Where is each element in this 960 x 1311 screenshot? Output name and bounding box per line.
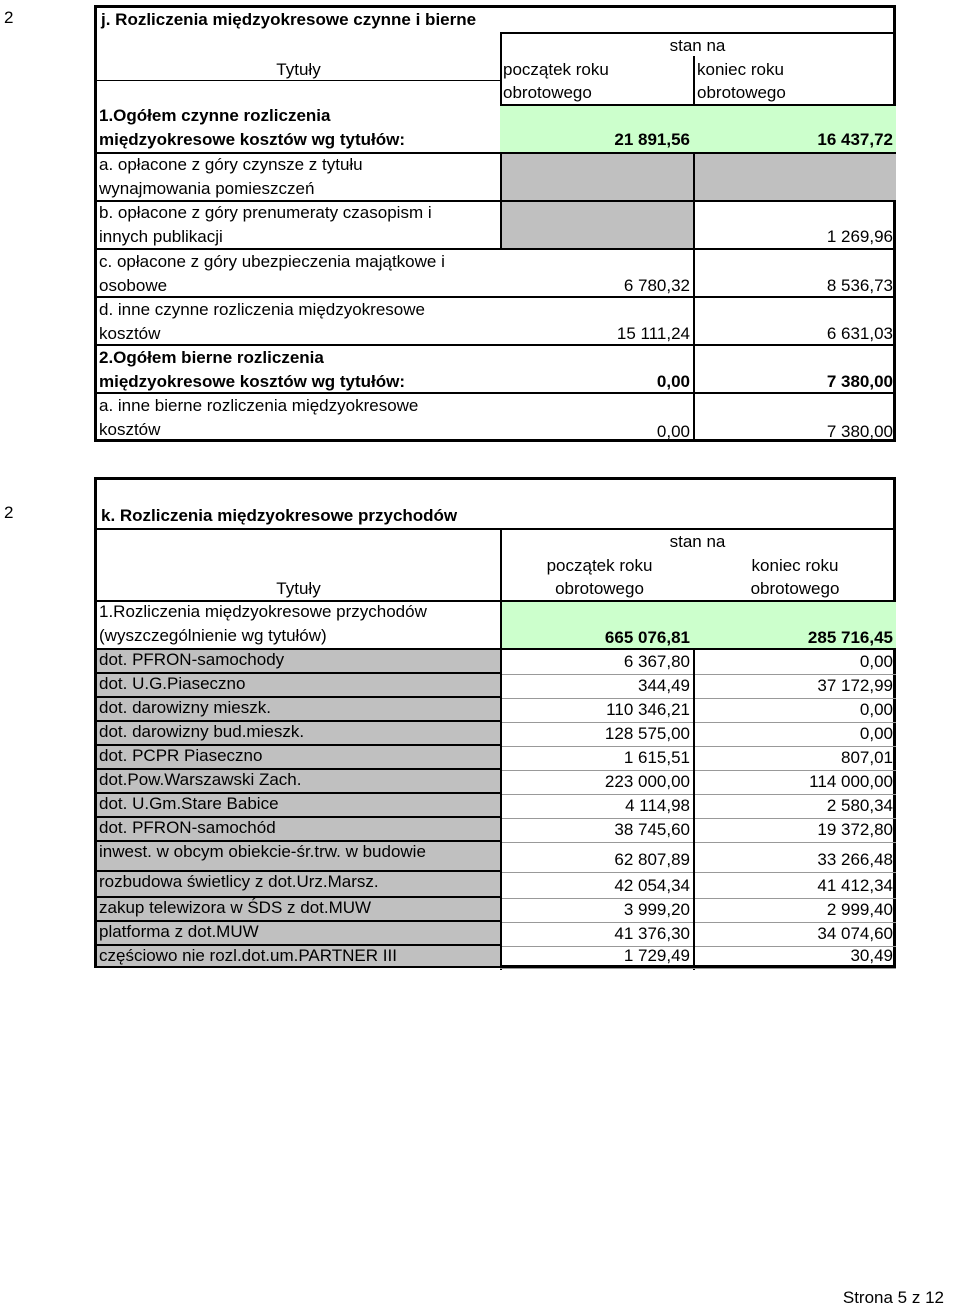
k-col2-header-l1: koniec roku xyxy=(751,556,839,575)
j-row1-label-l1: 1.Ogółem czynne rozliczenia xyxy=(99,106,331,125)
section-k-table xyxy=(94,477,896,968)
k-row-label-cell xyxy=(97,650,500,674)
k-row-label: dot. darowizny mieszk. xyxy=(99,698,271,717)
k-row-label-cell xyxy=(97,818,500,842)
k-row-v2: 19 372,80 xyxy=(817,820,893,839)
k-row-v1: 344,49 xyxy=(638,676,690,695)
j-titles-header: Tytuły xyxy=(276,60,321,79)
k-row-v2: 37 172,99 xyxy=(817,676,893,695)
section-j-table xyxy=(94,5,896,442)
j-col1-header-l1: początek roku xyxy=(503,60,609,79)
k-row-label-cell xyxy=(97,722,500,746)
j-row2-label-l2: wynajmowania pomieszczeń xyxy=(99,179,315,198)
section-j-number: 2 xyxy=(4,8,14,27)
k-row-v1: 62 807,89 xyxy=(614,850,690,869)
j-row5-label-l1: d. inne czynne rozliczenia międzyokresowe xyxy=(99,300,425,319)
j-row4-v2: 8 536,73 xyxy=(826,276,893,295)
k-row-v2: 33 266,48 xyxy=(817,850,893,869)
k-row-label: częściowo nie rozl.dot.um.PARTNER III xyxy=(99,946,397,965)
j-row3-v2: 1 269,96 xyxy=(826,227,893,246)
k-main-label-l2: (wyszczególnienie wg tytułów) xyxy=(99,626,327,645)
k-row-label-cell xyxy=(97,746,500,770)
k-row-label-cell xyxy=(97,872,500,898)
k-main-label-l1: 1.Rozliczenia międzyokresowe przychodów xyxy=(99,602,427,621)
k-row-v1: 41 376,30 xyxy=(614,924,690,943)
j-row3-label-l2: innych publikacji xyxy=(99,227,223,246)
k-row-label: dot.Pow.Warszawski Zach. xyxy=(99,770,302,789)
j-row6-label-l1: 2.Ogółem bierne rozliczenia xyxy=(99,348,324,367)
k-row-v1: 42 054,34 xyxy=(614,876,690,895)
k-row-label-cell xyxy=(97,794,500,818)
k-row-label: dot. PFRON-samochód xyxy=(99,818,276,837)
j-row5-v1: 15 111,24 xyxy=(616,324,690,343)
k-main-v1: 665 076,81 xyxy=(604,628,690,647)
k-col1-header-l2: obrotowego xyxy=(555,579,644,598)
k-row-v1: 6 367,80 xyxy=(623,652,690,671)
k-row-label: platforma z dot.MUW xyxy=(99,922,259,941)
k-row-label: inwest. w obcym obiekcie-śr.trw. w budowie xyxy=(99,842,426,861)
k-row-label-cell xyxy=(97,698,500,722)
k-row-label-cell xyxy=(97,770,500,794)
j-row7-label-l2: kosztów xyxy=(99,420,161,439)
j-row3-label-l1: b. opłacone z góry prenumeraty czasopism i xyxy=(99,203,432,222)
k-row-v2: 0,00 xyxy=(859,700,893,719)
page-footer: Strona 5 z 12 xyxy=(842,1288,944,1307)
k-row-v1: 128 575,00 xyxy=(604,724,690,743)
j-row6-label-l2: międzyokresowe kosztów wg tytułów: xyxy=(99,372,406,391)
k-row-v1: 223 000,00 xyxy=(604,772,690,791)
j-col2-header-l2: obrotowego xyxy=(697,83,786,102)
k-row-label-cell xyxy=(97,842,500,872)
j-col1-header-l2: obrotowego xyxy=(503,83,592,102)
k-row-v1: 110 346,21 xyxy=(606,700,690,719)
j-row7-v2: 7 380,00 xyxy=(826,422,893,441)
k-row-label-cell xyxy=(97,898,500,922)
k-col2-header-l2: obrotowego xyxy=(750,579,840,598)
k-row-label-cell xyxy=(97,946,500,968)
j-col2-header-l1: koniec roku xyxy=(697,60,784,79)
k-row-v2: 41 412,34 xyxy=(817,876,893,895)
j-row6-v2: 7 380,00 xyxy=(826,372,893,391)
k-row-label: dot. U.Gm.Stare Babice xyxy=(99,794,279,813)
k-row-v1: 3 999,20 xyxy=(623,900,690,919)
k-row-v2: 2 999,40 xyxy=(826,900,893,919)
j-row5-v2: 6 631,03 xyxy=(826,324,893,343)
k-row-label: dot. darowizny bud.mieszk. xyxy=(99,722,305,741)
j-row5-label-l2: kosztów xyxy=(99,324,161,343)
j-row1-v2: 16 437,72 xyxy=(817,130,893,149)
k-row-v2: 2 580,34 xyxy=(826,796,893,815)
k-row-v1: 38 745,60 xyxy=(614,820,690,839)
j-stan-na: stan na xyxy=(669,36,726,55)
j-row1-label-l2: międzyokresowe kosztów wg tytułów: xyxy=(99,130,406,149)
k-row-v1: 4 114,98 xyxy=(625,796,690,815)
j-row4-label-l2: osobowe xyxy=(99,276,168,295)
k-row-v2: 30,49 xyxy=(850,946,893,965)
k-row-label-cell xyxy=(97,674,500,698)
j-row4-label-l1: c. opłacone z góry ubezpieczenia majątkowe i xyxy=(99,252,445,271)
j-row7-label-l1: a. inne bierne rozliczenia międzyokresowe xyxy=(99,396,419,415)
j-row1-v1: 21 891,56 xyxy=(614,130,690,149)
k-stan-na: stan na xyxy=(669,532,726,551)
k-row-v1: 1 729,49 xyxy=(623,946,690,965)
k-row-label-cell xyxy=(97,922,500,946)
section-j-title: j. Rozliczenia międzyokresowe czynne i bierne xyxy=(101,10,477,29)
k-row-v2: 34 074,60 xyxy=(817,924,893,943)
k-row-label: dot. U.G.Piaseczno xyxy=(99,674,246,693)
section-k-title: k. Rozliczenia międzyokresowe przychodów xyxy=(101,506,458,525)
k-row-label: rozbudowa świetlicy z dot.Urz.Marsz. xyxy=(99,872,379,891)
k-row-v2: 114 000,00 xyxy=(809,772,893,791)
k-row-label: dot. PFRON-samochody xyxy=(99,650,285,669)
k-row-v2: 0,00 xyxy=(859,724,893,743)
k-row-label: dot. PCPR Piaseczno xyxy=(99,746,263,765)
j-row2-label-l1: a. opłacone z góry czynsze z tytułu xyxy=(99,155,363,174)
k-row-v1: 1 615,51 xyxy=(623,748,690,767)
k-titles-header: Tytuły xyxy=(276,579,321,598)
section-k-number: 2 xyxy=(4,503,14,522)
j-row4-v1: 6 780,32 xyxy=(623,276,690,295)
k-main-v2: 285 716,45 xyxy=(807,628,893,647)
k-row-label: zakup telewizora w ŚDS z dot.MUW xyxy=(99,898,372,917)
k-col1-header-l1: początek roku xyxy=(546,556,653,575)
k-row-v2: 807,01 xyxy=(841,748,893,767)
j-row6-v1: 0,00 xyxy=(656,372,690,391)
k-row-v2: 0,00 xyxy=(859,652,893,671)
j-row7-v1: 0,00 xyxy=(656,422,690,441)
